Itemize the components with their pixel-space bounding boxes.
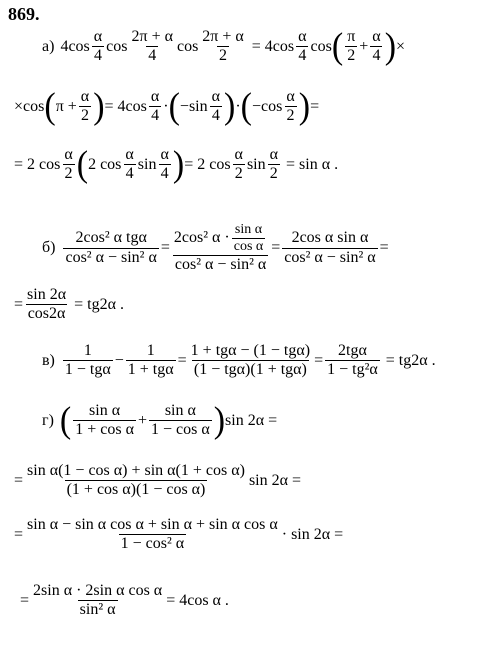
v-f3-num: 1 + tgα − (1 − tgα) [190,342,311,359]
a1-rparen: ) [384,25,397,67]
a1-frac-1 [92,28,104,66]
a2-f2-den: 4 [151,107,160,125]
part-g-line-4 [20,582,229,620]
g3-tail: · sin 2α = [281,525,344,543]
a1-frac-2 [129,28,174,66]
a1-frac-5 [345,28,357,66]
v-frac-4 [325,342,380,380]
a1-f5-den: 2 [347,47,356,65]
a1-lparen: ( [331,25,344,67]
a1-f4-num: α [298,28,307,45]
a1-times: × [396,37,406,55]
a3-in-2: sin [137,155,157,173]
g4-lead: = [20,591,30,609]
a1-f6-num: α [372,28,381,45]
g1-tail: sin 2α = [225,411,278,429]
a2-f4-num: α [286,88,295,105]
a1-f1-den: 4 [93,47,102,65]
part-a-line-1 [42,25,406,67]
a3-frac-2 [123,146,135,184]
v-f4-den: 1 − tg²α [327,361,378,379]
b1-f2-num-frac [232,222,266,255]
a2-f3-num: α [211,88,221,105]
a2-frac-4 [284,88,296,126]
a3-f3-den: 4 [160,165,169,183]
a2-f4-den: 2 [286,107,295,125]
a1-frac-3 [200,28,245,66]
b1-f2-num-lead: 2cos² α · [173,229,230,247]
a2-frac-3 [210,88,222,126]
b1-f3-num: 2cos α sin α [291,229,369,247]
v-f3-den: (1 − tgα)(1 + tgα) [193,361,307,379]
b1-frac-1 [63,229,158,267]
g1-frac-2 [149,402,212,440]
a2-f2-num: α [150,88,160,105]
b1-f2-inner-num: sin α [234,222,263,237]
a2-f1-den: 2 [80,107,89,125]
a1-f3-den: 2 [219,47,228,65]
a2-frac-1 [79,88,91,126]
a1-frac-6 [370,28,382,66]
a3-f5-den: 2 [269,165,278,183]
a2-rparen-2: ) [224,85,236,127]
a2-frac-2 [149,88,161,126]
g1-f2-den: 1 − cos α [150,421,210,439]
g1-f1-den: 1 + cos α [75,421,134,439]
g3-lead: = [14,525,24,543]
a1-eq: = 4cos [251,37,295,55]
b2-lead: = [14,295,24,313]
part-g-label: г) [42,411,54,429]
g3-frac-1 [25,516,280,554]
v-tail: = tg2α . [385,351,436,369]
a2-eq-2: = [310,97,320,115]
a1-lead: 4cos [60,37,90,55]
v-eq: = [177,351,187,369]
b1-f2-num [172,222,269,255]
b1-eq-3: = [379,239,389,257]
g4-tail: = 4cos α . [166,591,229,609]
a3-f4-den: 2 [234,165,243,183]
g1-frac-1 [73,402,136,440]
a2-dot-1: · [163,97,169,115]
v-frac-2 [126,342,176,380]
a1-f6-den: 4 [372,47,381,65]
g2-tail: sin 2α = [248,471,302,489]
a2-f3-den: 4 [211,107,220,125]
v-f1-den: 1 − tgα [64,361,111,379]
a2-lparen-3: ( [240,85,252,127]
part-b-line-2 [14,286,124,324]
b1-f2-den: cos² α − sin² α [174,256,267,274]
v-f4-num: 2tgα [338,342,367,359]
v-f2-num: 1 [146,342,155,359]
g4-f1-num: 2sin α · 2sin α cos α [33,582,163,599]
v-f1-num: 1 [83,342,92,359]
a3-f3-num: α [160,146,169,163]
a3-sin: sin [246,155,266,173]
a1-f2-num: 2π + α [131,28,173,45]
v-f2-den: 1 + tgα [127,361,174,379]
part-g-line-1 [42,399,278,441]
v-eq-2: = [314,351,324,369]
b2-frac-1 [25,286,68,324]
a3-frac-4 [233,146,245,184]
part-b-label: б) [42,239,56,257]
a2-inner: π + [55,97,77,115]
a3-frac-5 [268,146,280,184]
part-g-line-2 [14,462,301,500]
a3-f5-num: α [269,146,278,163]
a3-f2-num: α [125,146,134,163]
a1-cos-1: cos [106,37,128,55]
a3-lparen: ( [76,143,89,185]
a2-lparen-1: ( [44,85,56,127]
b2-f1-num: sin 2α [27,286,67,303]
a3-f4-num: α [234,146,243,163]
g1-rparen: ) [213,399,226,441]
a3-f2-den: 4 [125,165,134,183]
g3-f1-num: sin α − sin α cos α + sin α + sin α cos α [27,516,278,533]
b1-frac-3 [282,229,377,267]
problem-number: 869. [8,4,40,24]
a3-rparen: ) [172,143,185,185]
a1-f4-den: 4 [298,47,307,65]
a2-f1-num: α [80,88,90,105]
g2-lead: = [14,471,24,489]
a1-cos-3: cos [310,37,332,55]
a2-rparen-1: ) [93,85,105,127]
a2-lead: ×cos [14,97,45,115]
a2-rparen-3: ) [298,85,311,127]
b2-f1-den: cos2α [27,305,66,323]
b1-f2-inner-den: cos α [233,239,264,255]
a3-f1-num: α [64,146,73,163]
a1-f3-num: 2π + α [202,28,244,45]
a2-lparen-2: ( [168,85,180,127]
part-g-line-3 [14,516,343,554]
g2-f1-den: (1 + cos α)(1 − cos α) [66,481,206,499]
b1-eq: = [160,239,170,257]
v-minus: − [114,351,124,369]
a1-plus: + [359,37,369,55]
a3-in-1: 2 cos [88,155,122,173]
a3-lead: = 2 cos [14,155,61,173]
a1-cos-2: cos [176,37,199,55]
part-a-label: а) [42,37,55,55]
part-v-line [42,342,436,380]
g3-f1-den: 1 − cos² α [120,535,185,553]
a3-frac-1 [62,146,74,184]
a2-eq: = 4cos [104,97,147,115]
part-a-line-3 [14,143,339,185]
a3-frac-3 [158,146,170,184]
a1-frac-4 [296,28,308,66]
b1-f1-den: cos² α − sin² α [65,248,157,266]
b1-f3-den: cos² α − sin² α [284,248,376,266]
g1-lparen: ( [59,399,72,441]
part-a-line-2 [14,85,320,127]
g4-f1-den: sin² α [79,601,116,619]
g2-f1-num: sin α(1 − cos α) + sin α(1 + cos α) [27,462,245,479]
g1-f1-num: sin α [89,402,121,419]
a1-f2-den: 4 [148,47,157,65]
a3-tail: = sin α . [286,155,339,173]
g2-frac-1 [25,462,247,500]
a3-f1-den: 2 [64,165,73,183]
g1-f2-num: sin α [164,402,196,419]
b1-eq-2: = [271,239,281,257]
a2-neg-cos: −cos [252,97,283,115]
a2-neg-sin: −sin [179,97,208,115]
g1-plus: + [137,411,147,429]
b2-tail: = tg2α . [74,295,124,313]
a1-f5-num: π [347,28,356,45]
part-b-line-1 [42,222,389,275]
b1-f1-num: 2cos² α tgα [75,229,147,247]
part-v-label: в) [42,351,55,369]
a1-f1-num: α [93,28,103,45]
b1-frac-2 [172,222,269,275]
a3-eq: = 2 cos [184,155,231,173]
v-frac-3 [189,342,312,380]
g4-frac-1 [31,582,164,620]
v-frac-1 [63,342,113,380]
a2-dot-2: · [235,97,241,115]
